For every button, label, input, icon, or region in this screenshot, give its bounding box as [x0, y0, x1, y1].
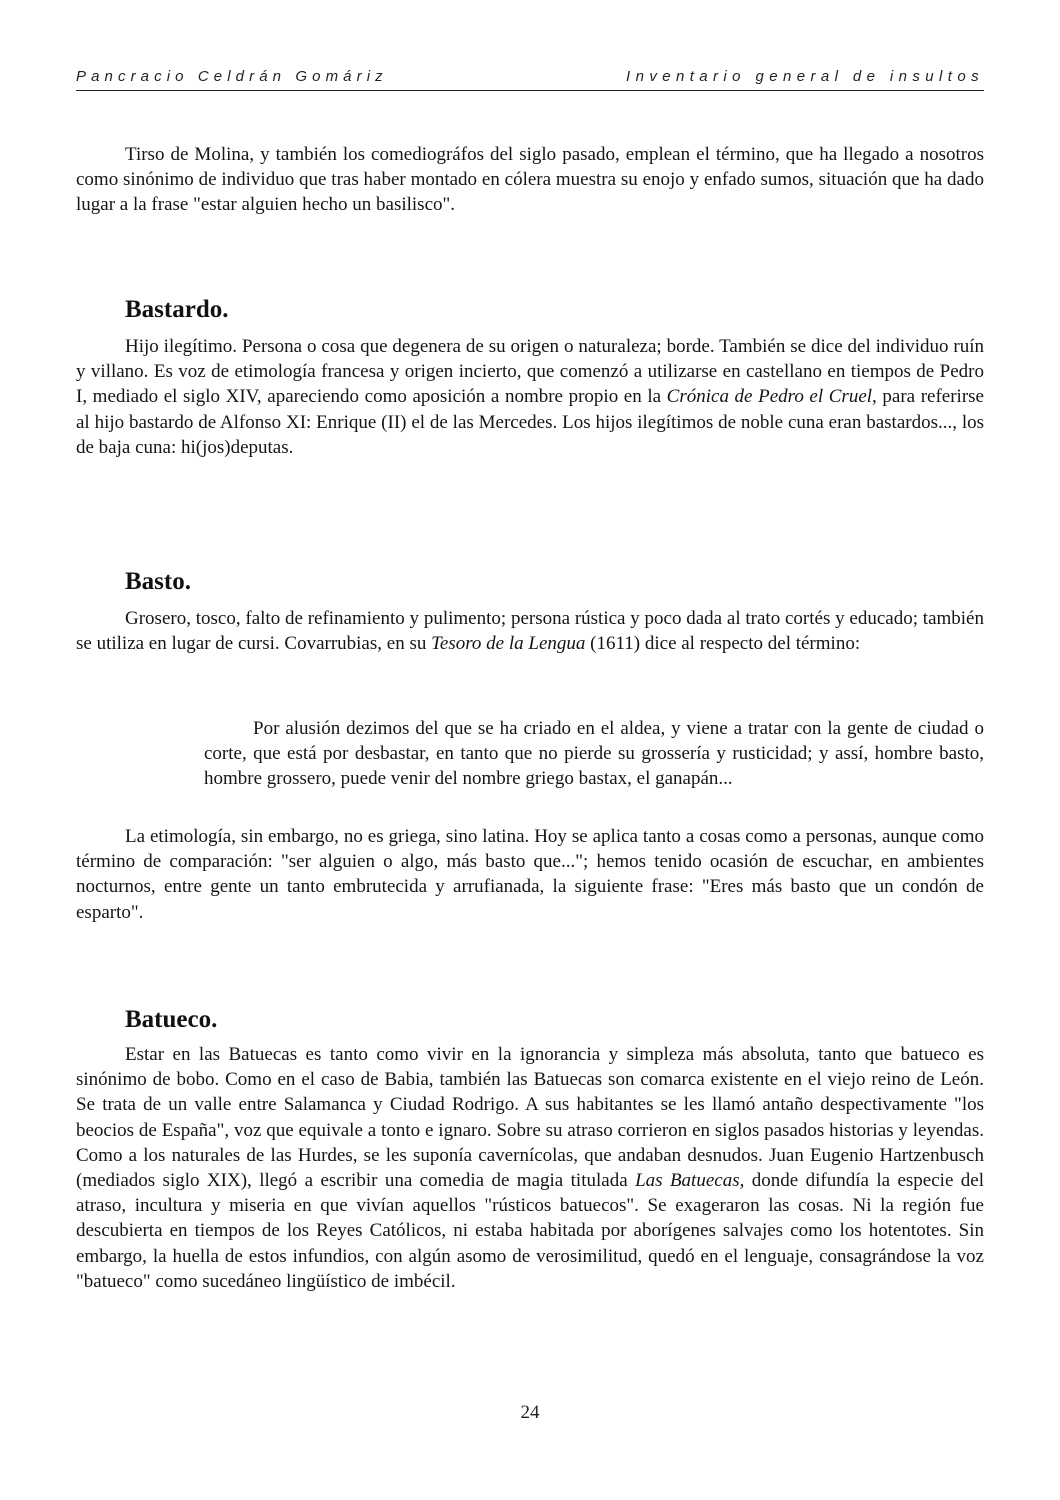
block-quote-covarrubias: Por alusión dezimos del que se ha criado en el aldea, y viene a tratar con la gente de ciudad o corte, que está por desbastar, en tanto que no pierde su grossería y rusticidad; y assí, hombre basto, hombre grossero, puede venir del nombre griego bastax, el ganapán... — [204, 718, 984, 790]
entry-paragraph-batueco — [76, 1042, 984, 1294]
intro-paragraph: Tirso de Molina, y también los comediográfos del siglo pasado, emplean el término, que ha llegado a nosotros como sinónimo de individuo que tras haber montado en cólera muestra su enojo y enfado sumos, situación que ha dado lugar a la frase "estar alguien hecho un basilisco". — [76, 144, 984, 216]
entry-heading-batueco: Batueco. — [125, 1006, 218, 1033]
running-header — [76, 68, 984, 91]
entry-paragraph-bastardo — [76, 334, 984, 460]
entry-heading-bastardo: Bastardo. — [125, 296, 229, 323]
book-title-italic: Tesoro de la Lengua — [431, 633, 586, 655]
text-run: Estar en las Batuecas es tanto como vivir en la ignorancia y simpleza más absoluta, tanto que batueco es sinónimo de bobo. Como en el caso de Babia, también las Batuecas son comarca existente en el viejo reino de León. Se trata de un valle entre Salamanca y Ciudad Rodrigo. A sus habitantes se les llamó antaño despectivamente "los beocios de España", voz que equivale a tonto e ignaro. Sobre su atraso corrieron en siglos pasados historias y leyendas. Como a los naturales de las Hurdes, se les suponía cavernícolas, que andaban desnudos. Juan Eugenio Hartzenbusch (mediados siglo XIX), llegó a escribir una comedia de magia titulada — [76, 1044, 984, 1192]
text-run: (1611) dice al respecto del término: — [585, 633, 861, 655]
page-number: 24 — [520, 1402, 540, 1423]
entry-paragraph-basto — [76, 606, 984, 656]
header-book-title: Inventario general de insultos — [626, 68, 984, 85]
entry-heading-basto: Basto. — [125, 568, 191, 595]
text-run: , donde difundía la especie del atraso, incultura y miseria en que vivían aquellos "rústicos batuecos". Se exageraron las cosas. Ni la región fue descubierta en tiempos de los Reyes Católicos, ni estaba habitada por aborígenes salvajes como los hotentotes. Sin embargo, la huella de estos infundios, con algún asomo de verosimilitud, quedó en el lenguaje, consagrándose la voz "batueco" como sucedáneo lingüístico de imbécil. — [76, 1170, 985, 1292]
entry-paragraph-basto-2: La etimología, sin embargo, no es griega, sino latina. Hoy se aplica tanto a cosas como a personas, aunque como término de comparación: "ser alguien o algo, más basto que..."; hemos tenido ocasión de escuchar, en ambientes nocturnos, entre gente un tanto embrutecida y arrufianada, la siguiente frase: "Eres más basto que un condón de esparto". — [76, 826, 984, 923]
book-title-italic: Las Batuecas — [635, 1170, 740, 1192]
text-run: Grosero, tosco, falto de refinamiento y pulimento; persona rústica y poco dada al trato cortés y educado; también se utiliza en lugar de cursi. Covarrubias, en su — [76, 608, 984, 655]
header-author: Pancracio Celdrán Gomáriz — [76, 68, 388, 85]
text-run: , para referirse al hijo bastardo de Alfonso XI: Enrique (II) el de las Mercedes. Los hijos ilegítimos de noble cuna eran bastardos..., los de baja cuna: hi(jos)deputas. — [76, 386, 984, 458]
book-title-italic: Crónica de Pedro el Cruel — [666, 386, 873, 408]
text-run: Hijo ilegítimo. Persona o cosa que degenera de su origen o naturaleza; borde. También se dice del individuo ruín y villano. Es voz de etimología francesa y origen incierto, que comenzó a utilizarse en castellano en tiempos de Pedro I, mediado el siglo XIV, apareciendo como aposición a nombre propio en la — [76, 336, 984, 408]
